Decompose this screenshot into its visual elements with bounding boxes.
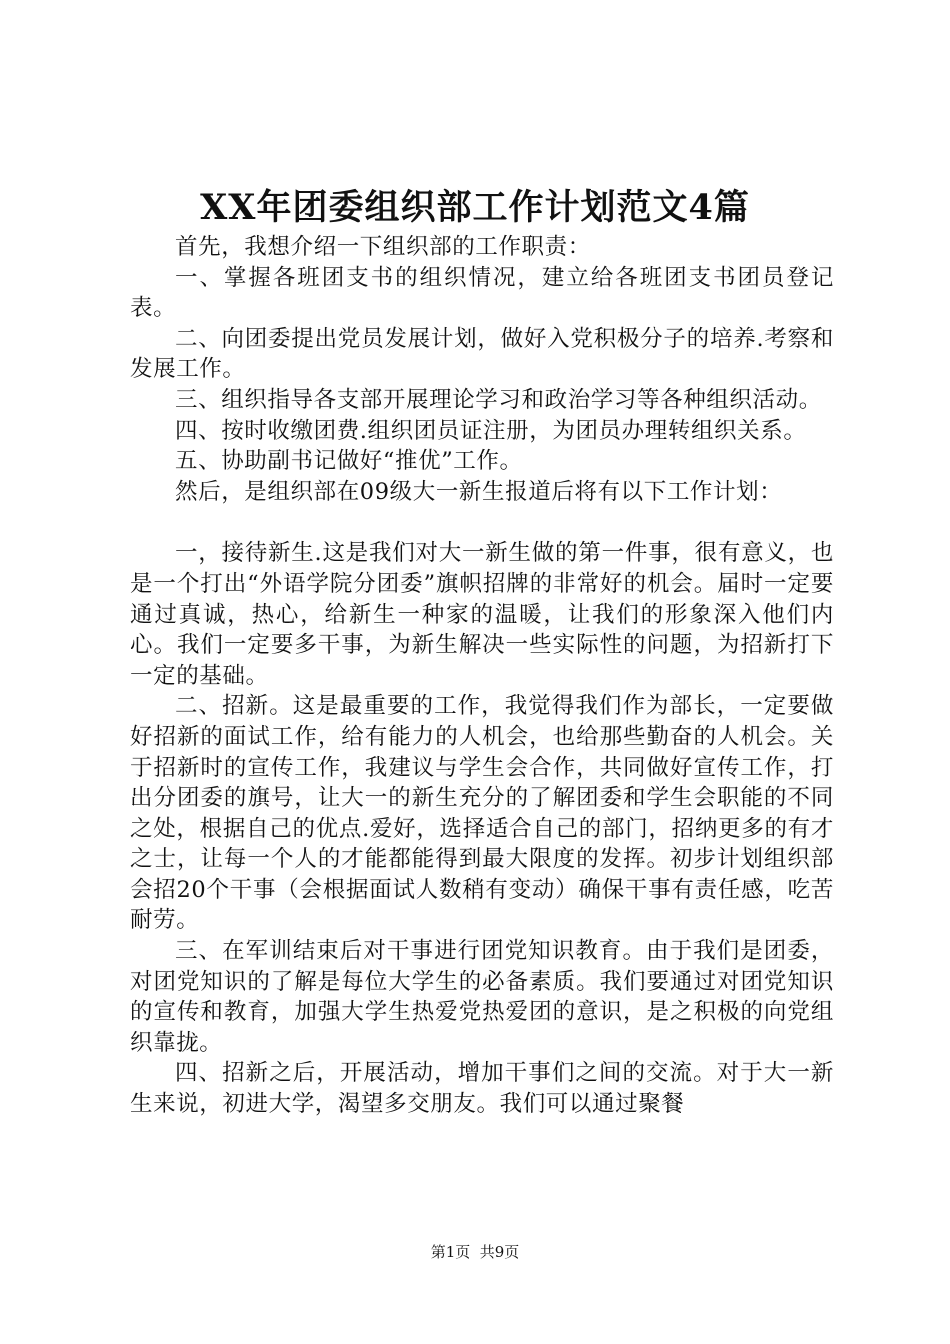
document-title: XX年团委组织部工作计划范文4篇	[200, 187, 750, 228]
intro-paragraph: 一、掌握各班团支书的组织情况，建立给各班团支书团员登记表。	[130, 264, 834, 322]
page-number: 第1页 共9页	[430, 1243, 520, 1261]
intro-paragraph: 然后，是组织部在09级大一新生报道后将有以下工作计划：	[175, 478, 783, 505]
paragraph-spacer	[130, 507, 834, 538]
plan-paragraph: 一，接待新生.这是我们对大一新生做的第一件事，很有意义，也是一个打出“外语学院分团委”旗帜招牌的非常好的机会。届时一定要通过真诚，热心，给新生一种家的温暖，让我们的形象深入他们内心。我们一定要多干事，为新生解决一些实际性的问题，为招新打下一定的基础。	[130, 540, 834, 689]
intro-paragraph: 三、组织指导各支部开展理论学习和政治学习等各种组织活动。	[175, 386, 822, 413]
page-footer	[0, 1241, 950, 1263]
plan-paragraph: 三、在军训结束后对干事进行团党知识教育。由于我们是团委，对团党知识的了解是每位大学生的必备素质。我们要通过对团党知识的宣传和教育，加强大学生热爱党热爱团的意识，是之积极的向党组织靠拢。	[130, 938, 834, 1056]
document-body	[130, 232, 834, 1120]
intro-paragraph: 五、协助副书记做好“推优”工作。	[175, 448, 523, 475]
intro-paragraph: 首先，我想介绍一下组织部的工作职责：	[175, 234, 591, 260]
intro-paragraph: 四、按时收缴团费.组织团员证注册，为团员办理转组织关系。	[175, 417, 807, 444]
plan-paragraph: 四、招新之后，开展活动，增加干事们之间的交流。对于大一新生来说，初进大学，渴望多交朋友。我们可以通过聚餐	[130, 1060, 834, 1118]
intro-paragraph: 二、向团委提出党员发展计划，做好入党积极分子的培养.考察和发展工作。	[130, 325, 834, 383]
plan-paragraph: 二、招新。这是最重要的工作，我觉得我们作为部长，一定要做好招新的面试工作，给有能力的人机会，也给那些勤奋的人机会。关于招新时的宣传工作，我建议与学生会合作，共同做好宣传工作，打出分团委的旗号，让大一的新生充分的了解团委和学生会职能的不同之处，根据自己的优点.爱好，选择适合自己的部门，招纳更多的有才之士，让每一个人的才能都能得到最大限度的发挥。初步计划组织部会招20个干事（会根据面试人数稍有变动）确保干事有责任感，吃苦耐劳。	[130, 693, 834, 934]
